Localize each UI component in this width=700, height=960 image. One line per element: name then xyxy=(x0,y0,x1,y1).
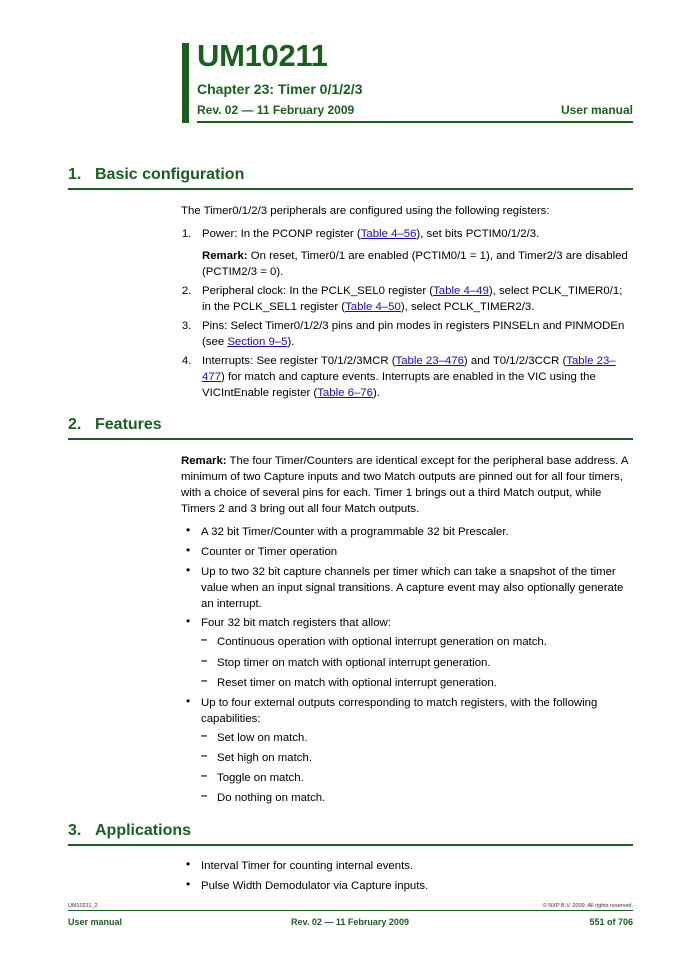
list-subitem: Set low on match. xyxy=(217,732,308,744)
basic-config-intro: The Timer0/1/2/3 peripherals are configured using the following registers: xyxy=(181,205,550,217)
section-number: 3. xyxy=(68,822,82,839)
list-subitem: Continuous operation with optional interrupt generation on match. xyxy=(217,636,547,648)
list-item: Up to two 32 bit capture channels per timer which can take a snapshot of the timer value when an input signal transitions. A capture event may also optionally generate an interrupt. xyxy=(201,566,624,610)
link-table-4-56[interactable]: Table 4–56 xyxy=(360,228,417,240)
list-subitem: Do nothing on match. xyxy=(217,792,326,804)
bullet-icon: • xyxy=(186,694,191,708)
list-subitem: Reset timer on match with optional interrupt generation. xyxy=(217,677,497,689)
link-table-23-477[interactable]: Table 23–477 xyxy=(202,355,616,383)
section-title: Applications xyxy=(95,822,192,839)
text-run: ). xyxy=(372,387,380,399)
dash-icon: – xyxy=(201,634,208,646)
section-rule xyxy=(68,844,633,846)
list-text xyxy=(202,283,633,315)
chapter-title: Chapter 23: Timer 0/1/2/3 xyxy=(197,81,363,97)
link-table-4-50[interactable]: Table 4–50 xyxy=(345,301,401,313)
list-item xyxy=(182,283,633,315)
list-number: 3. xyxy=(181,320,192,332)
list-subitem: Stop timer on match with optional interrupt generation. xyxy=(217,657,491,669)
list-item: Counter or Timer operation xyxy=(201,546,338,558)
text-run: Peripheral clock: In the PCLK_SEL0 register ( xyxy=(202,285,434,297)
text-run: On reset, Timer0/1 are enabled (PCTIM0/1 = 1), and Timer2/3 are disabled (PCTIM2/3 = 0). xyxy=(202,250,628,278)
features-remark xyxy=(181,453,633,517)
list-item: A 32 bit Timer/Counter with a programmable 32 bit Prescaler. xyxy=(201,526,509,538)
bullet-icon: • xyxy=(186,523,191,537)
bullet-icon: • xyxy=(186,543,191,557)
page-number: 551 of 706 xyxy=(589,917,633,927)
text-run: ), set bits PCTIM0/1/2/3. xyxy=(416,228,540,240)
text-run: Interrupts: See register T0/1/2/3MCR ( xyxy=(202,355,396,367)
list-number: 4. xyxy=(181,355,192,367)
bullet-icon: • xyxy=(186,614,191,628)
section-heading-basic-config xyxy=(68,166,244,184)
text-run: ), select PCLK_TIMER0/1; in the PCLK_SEL1 register ( xyxy=(202,285,623,313)
text-run: ) for match and capture events. Interrupts are enabled in the VIC using the VICIntEnable register ( xyxy=(202,371,596,399)
list-item: Pulse Width Demodulator via Capture inputs. xyxy=(201,880,429,892)
remark-note xyxy=(182,248,633,280)
link-table-4-49[interactable]: Table 4–49 xyxy=(433,285,489,297)
list-item xyxy=(182,318,633,350)
list-text xyxy=(202,318,633,350)
list-text xyxy=(202,226,633,242)
list-item: Four 32 bit match registers that allow: xyxy=(201,617,391,629)
link-table-6-76[interactable]: Table 6–76 xyxy=(317,387,373,399)
dash-icon: – xyxy=(201,675,208,687)
dash-icon: – xyxy=(201,750,208,762)
list-subitem: Set high on match. xyxy=(217,752,312,764)
list-item: Up to four external outputs corresponding to match registers, with the following capabilities: xyxy=(201,697,598,725)
list-item xyxy=(182,353,633,401)
remark-text xyxy=(202,248,633,280)
remark-label: Remark: xyxy=(181,455,227,467)
text-run: Power: In the PCONP register ( xyxy=(202,228,361,240)
footer-revision: Rev. 02 — 11 February 2009 xyxy=(291,917,409,927)
list-subitem: Toggle on match. xyxy=(217,772,304,784)
text-run: The four Timer/Counters are identical except for the peripheral base address. A minimum of two Capture inputs and two Match outputs are pinned out for all four timers, with a choice of several pins for each. Timer 1 brings out a third Match output, while Timers 2 and 3 bring out all four Match outputs. xyxy=(181,455,628,515)
header-doc-type: User manual xyxy=(560,103,633,117)
dash-icon: – xyxy=(201,655,208,667)
dash-icon: – xyxy=(201,730,208,742)
list-number: 1. xyxy=(181,228,192,240)
section-title: Features xyxy=(95,416,162,433)
section-heading-applications xyxy=(68,822,191,840)
list-item xyxy=(182,226,633,242)
header-accent-bar xyxy=(182,43,189,123)
section-heading-features xyxy=(68,416,162,434)
section-number: 2. xyxy=(68,416,82,433)
list-text xyxy=(202,353,633,401)
text-run: ), select PCLK_TIMER2/3. xyxy=(400,301,535,313)
text-run: ). xyxy=(287,336,295,348)
text-run: ) and T0/1/2/3CCR ( xyxy=(463,355,567,367)
section-rule xyxy=(68,188,633,190)
footer-doc-type: User manual xyxy=(68,917,123,927)
section-number: 1. xyxy=(68,166,82,183)
footer-doc-code: UM10211_2 xyxy=(68,903,98,909)
list-item: Interval Timer for counting internal events. xyxy=(201,860,414,872)
document-title: UM10211 xyxy=(197,38,328,73)
footer-rule xyxy=(68,910,633,911)
dash-icon: – xyxy=(201,770,208,782)
header-revision: Rev. 02 — 11 February 2009 xyxy=(197,103,355,117)
bullet-icon: • xyxy=(186,857,191,871)
bullet-icon: • xyxy=(186,877,191,891)
bullet-icon: • xyxy=(186,563,191,577)
link-section-9-5[interactable]: Section 9–5 xyxy=(227,336,288,348)
link-table-23-476[interactable]: Table 23–476 xyxy=(395,355,464,367)
section-rule xyxy=(68,438,633,440)
text-run: Pins: Select Timer0/1/2/3 pins and pin modes in registers PINSELn and PINMODEn (see xyxy=(202,320,625,348)
footer-copyright: © NXP B.V. 2009. All rights reserved. xyxy=(542,903,633,909)
header-rule xyxy=(197,121,633,123)
remark-label: Remark: xyxy=(202,250,248,262)
list-number: 2. xyxy=(181,285,192,297)
section-title: Basic configuration xyxy=(95,166,245,183)
dash-icon: – xyxy=(201,790,208,802)
